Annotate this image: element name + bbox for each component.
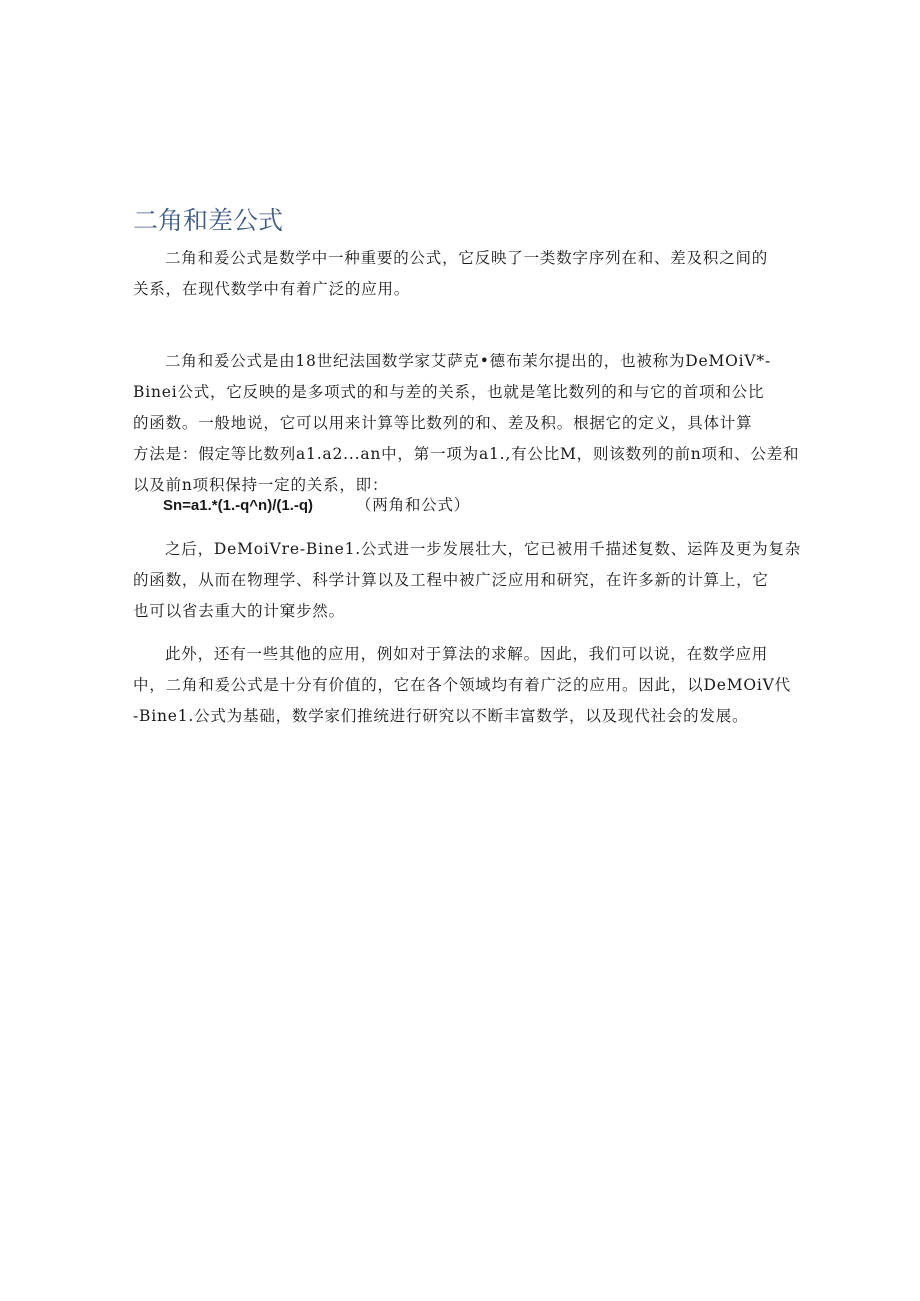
paragraph-line: 的函数，从而在物理学、科学计算以及工程中被广泛应用和研究，在许多新的计算上，它 [133,571,769,589]
document-title: 二角和差公式 [133,206,284,235]
formula-expression: Sn=a1.*(1.-q^n)/(1.-q) [163,497,314,514]
paragraph-intro [133,243,793,305]
paragraph-history [133,346,800,501]
paragraph-line: 此外，还有一些其他的应用，例如对于算法的求解。因此，我们可以说，在数学应用 [165,645,769,663]
paragraph-conclusion [133,639,793,732]
paragraph-line: 中，二角和爰公式是十分有价值的，它在各个领域均有着广泛的应用。因此，以DeMOiV代 [133,676,791,694]
paragraph-line: 二角和爰公式是由18世纪法国数学家艾萨克•德布茉尔提出的，也被称为DeMOiV*- [165,352,771,370]
paragraph-line: 的函数。一般地说，它可以用来计算等比数列的和、差及积。根据它的定义，具体计算 [133,414,753,432]
formula [163,491,470,520]
paragraph-line: 以及前n项积保持一定的关系，即： [133,476,389,494]
paragraph-development [133,534,802,627]
paragraph-line: 二角和爰公式是数学中一种重要的公式，它反映了一类数字序列在和、差及积之间的 [165,249,769,267]
formula-note: （两角和公式） [355,496,471,514]
paragraph-line: 关系，在现代数学中有着广泛的应用。 [133,280,411,298]
paragraph-line: Binei公式，它反映的是多项式的和与差的关系，也就是笔比数列的和与它的首项和公比 [133,383,765,401]
paragraph-line: -Bine1.公式为基础，数学家们推统进行研究以不断丰富数学，以及现代社会的发展。 [133,707,749,725]
paragraph-line: 方法是：假定等比数列a1.a2...an中，第一项为a1.,有公比M，则该数列的前n项和、公差和 [133,445,800,463]
paragraph-line: 也可以省去重大的计窠步然。 [133,602,345,620]
paragraph-line: 之后，DeMoiVre-Bine1.公式进一步发展壮大，它已被用千描述复数、运阵及更为复杂 [165,540,802,558]
